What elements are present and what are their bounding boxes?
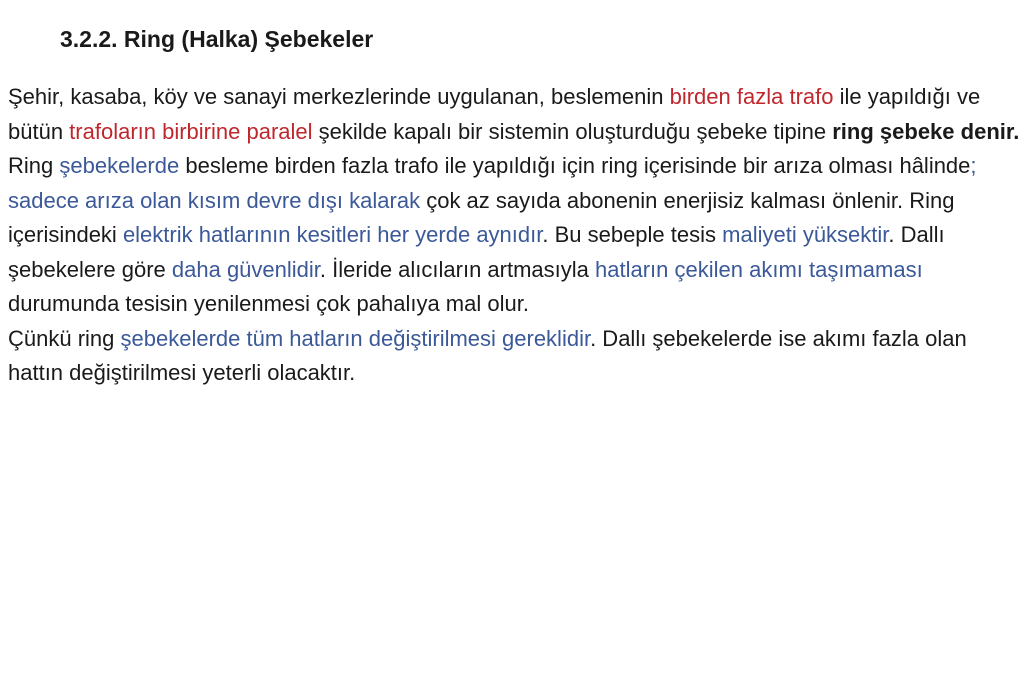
bold-term: ring şebeke denir. bbox=[832, 118, 1020, 144]
text-segment: Çünkü ring bbox=[8, 325, 121, 351]
text-segment: şekilde kapalı bir sistemin oluşturduğu şebeke tipine bbox=[312, 118, 833, 144]
highlight-blue: maliyeti yüksektir bbox=[722, 222, 889, 247]
highlight-blue: hatların çekilen akımı taşımaması bbox=[595, 256, 923, 282]
text-segment: Ring bbox=[8, 153, 60, 178]
text-segment: . Bu sebeple tesis bbox=[542, 222, 723, 247]
highlight-red: trafoların birbirine paralel bbox=[69, 118, 313, 144]
text-segment: çok az sayıda abonenin enerjisiz kalması önlenir. Ring içerisindeki bbox=[8, 187, 955, 247]
highlight-blue: şebekelerde bbox=[59, 153, 180, 178]
page-title: 3.2.2. Ring (Halka) Şebekeler bbox=[60, 26, 374, 52]
paragraph-1 bbox=[8, 80, 1020, 322]
highlight-blue: şebekelerde tüm hatların değiştirilmesi gereklidir bbox=[120, 325, 591, 351]
text-segment: . Dallı şebekelerde ise akımı fazla olan hattın değiştirilmesi yeterli olacaktır. bbox=[8, 325, 967, 385]
text-segment: besleme birden fazla trafo ile yapıldığı için ring içerisinde bir arıza olması hâlinde bbox=[179, 153, 971, 178]
text-segment: ile yapıldığı ve bütün bbox=[8, 84, 981, 144]
body-text bbox=[8, 80, 1020, 391]
text-segment: . Dallı şebekelere göre bbox=[8, 222, 945, 282]
highlight-blue: ; sadece arıza olan kısım devre dışı kalarak bbox=[8, 153, 977, 213]
text-segment: Şehir, kasaba, köy ve sanayi merkezlerinde uygulanan, beslemenin bbox=[8, 84, 670, 109]
highlight-blue: daha güvenlidir bbox=[171, 256, 320, 282]
paragraph-2 bbox=[8, 322, 1020, 391]
text-segment: durumunda tesisin yenilenmesi çok pahalıya mal olur. bbox=[8, 291, 529, 316]
highlight-red: birden fazla trafo bbox=[669, 84, 834, 109]
highlight-blue: elektrik hatlarının kesitleri her yerde aynıdır bbox=[122, 222, 543, 247]
text-segment: . İleride alıcıların artmasıyla bbox=[319, 256, 596, 282]
